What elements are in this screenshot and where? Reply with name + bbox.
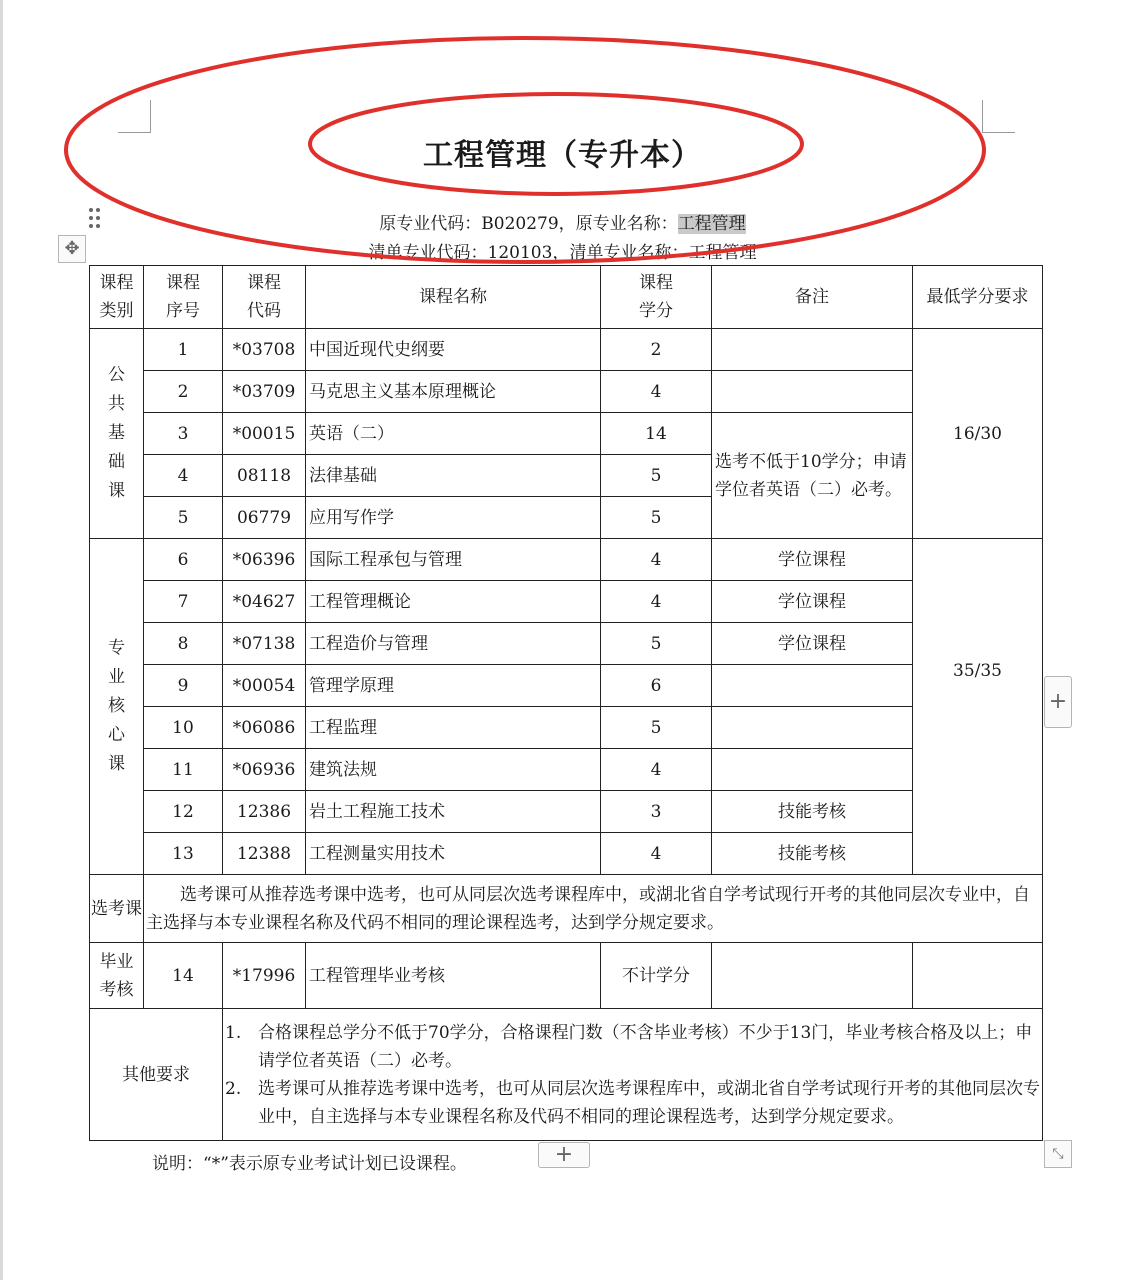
table-row [90,707,1043,749]
row-name: 工程管理概论 [306,581,601,623]
course-plan-table [89,265,1043,1141]
row-name: 应用写作学 [306,497,601,539]
drag-handle-icon[interactable] [89,208,103,232]
table-row [90,623,1043,665]
table-resize-icon[interactable]: ⤡ [1044,1140,1072,1168]
row-seq: 6 [144,539,223,581]
table-row [90,371,1043,413]
row-seq: 13 [144,833,223,875]
header-credits: 课程 学分 [601,266,712,329]
graduation-remark [712,943,913,1009]
row-name: 工程监理 [306,707,601,749]
row-credits: 4 [601,539,712,581]
header-name: 课程名称 [306,266,601,329]
row-remark [712,329,913,371]
row-remark: 技能考核 [712,791,913,833]
row-credits: 4 [601,749,712,791]
row-code: *06936 [223,749,306,791]
header-remark: 备注 [712,266,913,329]
original-major-code-line [0,209,1125,234]
row-name: 岩土工程施工技术 [306,791,601,833]
row-credits: 4 [601,833,712,875]
list-item [225,1019,1040,1075]
row-code: *07138 [223,623,306,665]
row-credits: 5 [601,497,712,539]
header-seq: 课程 序号 [144,266,223,329]
graduation-row [90,943,1043,1009]
row-credits: 14 [601,413,712,455]
group-core-label [90,539,144,875]
group-public-text: 公 共 基 础 课 [108,365,125,501]
list-item-text: 选考课可从推荐选考课中选考，也可从同层次选考课程库中，或湖北省自学考试现行开考的其他同层次专业中，自主选择与本专业课程名称及代码不相同的理论课程选考，达到学分规定要求。 [258,1078,1040,1127]
row-seq: 3 [144,413,223,455]
row-credits: 6 [601,665,712,707]
row-seq: 10 [144,707,223,749]
row-name: 国际工程承包与管理 [306,539,601,581]
elective-row [90,875,1043,943]
page-corner-mark-right [982,100,1015,133]
graduation-name: 工程管理毕业考核 [306,943,601,1009]
row-remark: 学位课程 [712,623,913,665]
selected-major-name[interactable]: 工程管理 [677,214,746,234]
group-public-remark: 选考不低于10学分；申请学位者英语（二）必考。 [712,413,913,539]
list-major-code-line: 清单专业代码：120103，清单专业名称：工程管理 [368,243,757,263]
row-remark: 学位课程 [712,581,913,623]
other-requirements-label: 其他要求 [90,1009,223,1141]
row-remark [712,371,913,413]
row-code: *00015 [223,413,306,455]
other-requirements-row [90,1009,1043,1141]
table-row [90,791,1043,833]
row-name: 英语（二） [306,413,601,455]
group-public-label [90,329,144,539]
row-name: 管理学原理 [306,665,601,707]
row-seq: 1 [144,329,223,371]
row-code: 12388 [223,833,306,875]
row-code: *03709 [223,371,306,413]
table-row [90,833,1043,875]
document-title: 工程管理（专升本） [423,138,702,173]
table-row [90,539,1043,581]
table-header-row [90,266,1043,329]
row-seq: 8 [144,623,223,665]
row-seq: 12 [144,791,223,833]
graduation-label: 毕业 考核 [90,943,144,1009]
row-seq: 11 [144,749,223,791]
table-row [90,329,1043,371]
add-row-button[interactable]: + [538,1142,590,1168]
list-item-text: 合格课程总学分不低于70学分，合格课程门数（不含毕业考核）不少于13门，毕业考核合格及以上；申请学位者英语（二）必考。 [258,1022,1033,1071]
original-major-code-text: 原专业代码：B020279，原专业名称： [379,214,678,234]
row-name: 马克思主义基本原理概论 [306,371,601,413]
row-credits: 2 [601,329,712,371]
page-corner-mark-left [118,100,151,133]
elective-label: 选考课 [90,875,144,943]
row-credits: 5 [601,707,712,749]
table-row [90,665,1043,707]
header-min-credits: 最低学分要求 [913,266,1043,329]
row-remark [712,749,913,791]
list-item-number: 2. [225,1078,242,1099]
header-category: 课程 类别 [90,266,144,329]
row-credits: 5 [601,455,712,497]
row-seq: 9 [144,665,223,707]
list-item [225,1075,1040,1131]
row-credits: 5 [601,623,712,665]
row-name: 法律基础 [306,455,601,497]
row-name: 建筑法规 [306,749,601,791]
row-remark [712,707,913,749]
table-move-icon[interactable]: ✥ [58,235,86,263]
row-name: 中国近现代史纲要 [306,329,601,371]
table-row [90,581,1043,623]
row-seq: 5 [144,497,223,539]
page-edge [0,0,3,1280]
row-code: 06779 [223,497,306,539]
row-remark: 技能考核 [712,833,913,875]
list-item-number: 1. [225,1022,242,1043]
graduation-credits: 不计学分 [601,943,712,1009]
row-remark: 学位课程 [712,539,913,581]
row-name: 工程测量实用技术 [306,833,601,875]
row-credits: 3 [601,791,712,833]
row-seq: 2 [144,371,223,413]
row-code: 08118 [223,455,306,497]
row-code: *03708 [223,329,306,371]
group-public-min-credits: 16/30 [913,329,1043,539]
row-code: 12386 [223,791,306,833]
row-remark [712,665,913,707]
group-core-min-credits: 35/35 [913,539,1043,875]
graduation-code: *17996 [223,943,306,1009]
table-row [90,749,1043,791]
requirements-list [225,1019,1040,1131]
table-row [90,413,1043,455]
row-credits: 4 [601,371,712,413]
row-code: *04627 [223,581,306,623]
row-seq: 4 [144,455,223,497]
add-column-button[interactable]: + [1044,676,1072,728]
header-code: 课程 代码 [223,266,306,329]
elective-text: 选考课可从推荐选考课中选考，也可从同层次选考课程库中，或湖北省自学考试现行开考的其他同层次专业中，自主选择与本专业课程名称及代码不相同的理论课程选考，达到学分规定要求。 [144,875,1043,943]
graduation-seq: 14 [144,943,223,1009]
footnote: 说明：“*”表示原专业考试计划已设课程。 [152,1154,467,1174]
row-credits: 4 [601,581,712,623]
row-code: *00054 [223,665,306,707]
row-name: 工程造价与管理 [306,623,601,665]
graduation-min-credits [913,943,1043,1009]
row-seq: 7 [144,581,223,623]
other-requirements-cell [223,1009,1043,1141]
row-code: *06396 [223,539,306,581]
row-code: *06086 [223,707,306,749]
group-core-text: 专 业 核 心 课 [108,638,125,774]
